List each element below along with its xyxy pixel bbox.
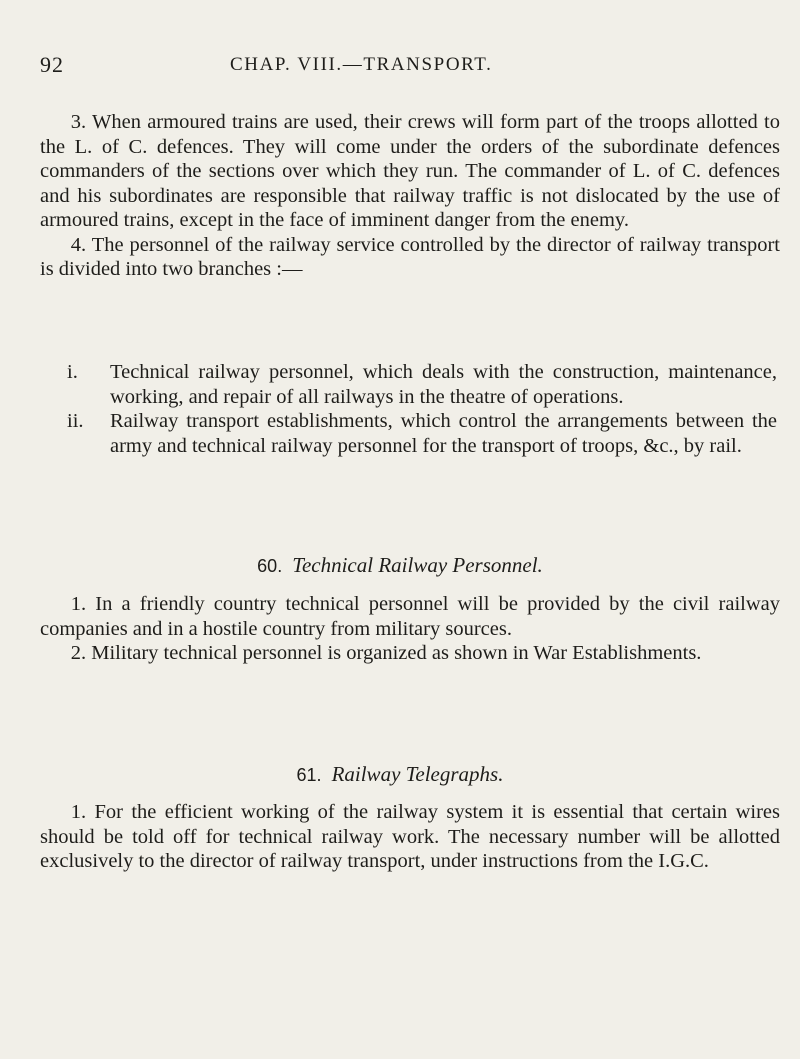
- paragraph-4: 4. The personnel of the railway service controlled by the director of railway transport is divided into two branches :—: [40, 233, 780, 280]
- list-item-number: i.: [67, 361, 78, 383]
- section-title: Railway Telegraphs.: [331, 762, 504, 786]
- running-head: CHAP. VIII.—TRANSPORT.: [230, 54, 493, 75]
- section-number: 61.: [296, 765, 322, 785]
- list-item-number: ii.: [67, 410, 84, 432]
- section-number: 60.: [257, 556, 283, 576]
- paragraph: 1. In a friendly country technical personnel will be provided by the civil railway companies and in a hostile country from military sources.: [40, 593, 780, 640]
- section-61-heading: [0, 762, 800, 787]
- branch-list: [67, 360, 777, 458]
- list-item: [67, 409, 777, 458]
- paragraph: 2. Military technical personnel is organized as shown in War Establishments.: [70, 642, 702, 664]
- list-item-text: Railway transport establishments, which control the arrangements between the army and technical railway personnel for the transport of troops, &c., by rail.: [110, 410, 777, 457]
- paragraph-3: 3. When armoured trains are used, their crews will form part of the troops allotted to the L. of C. defences. They will come under the orders of the subordinate defences commanders of the sections over which they run. The commander of L. of C. defences and his subordinates are responsible that railway traffic is not dislocated by the use of armoured trains, except in the face of imminent danger from the enemy.: [40, 111, 780, 231]
- section-title: Technical Railway Personnel.: [292, 553, 543, 577]
- section-61-body: [40, 800, 780, 874]
- list-item: [67, 360, 777, 409]
- paragraph: 1. For the efficient working of the railway system it is essential that certain wires should be told off for technical railway work. The necessary number will be allotted exclusively to the director of railway transport, under instructions from the I.G.C.: [40, 801, 780, 872]
- page-header: [40, 52, 755, 82]
- section-60-heading: [0, 553, 800, 578]
- list-item-text: Technical railway personnel, which deals with the construction, maintenance, working, and repair of all railways in the theatre of operations.: [110, 361, 777, 408]
- body-text-top: [40, 110, 780, 282]
- page-number: 92: [40, 52, 64, 77]
- section-60-body: [40, 592, 780, 666]
